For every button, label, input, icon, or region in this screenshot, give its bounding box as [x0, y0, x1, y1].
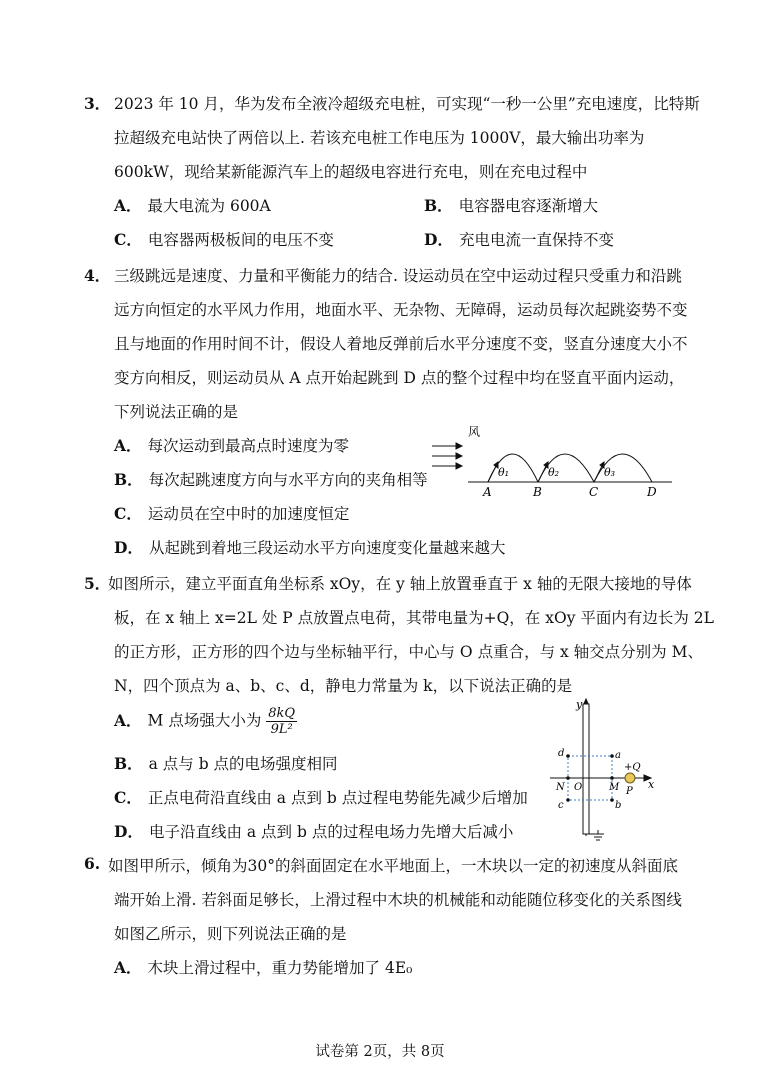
label-p: P	[626, 786, 633, 797]
q5-line-1: 如图所示，建立平面直角坐标系 xOy，在 y 轴上放置垂直于 x 轴的无限大接地的导体	[108, 575, 692, 593]
q5-line-3: 的正方形，正方形的四个边与坐标轴平行，中心与 O 点重合，与 x 轴交点分别为 M、	[114, 643, 703, 661]
point-c: C	[589, 485, 599, 499]
q5-option-a: A． M 点场强大小为 $\frac{8kQ}{\text{9L²}}$	[114, 706, 296, 737]
q4-line-5: 下列说法正确的是	[114, 403, 239, 421]
q4-option-b: B． 每次起跳速度方向与水平方向的夹角相等	[114, 470, 428, 489]
point-d: D	[647, 485, 657, 499]
q3-line-1: 2023 年 10 月，华为发布全液冷超级充电桩，可实现“一秒一公里”充电速度，比特斯	[114, 95, 700, 113]
label-c: c	[558, 800, 564, 811]
q5-option-b: B． a 点与 b 点的电场强度相同	[114, 754, 338, 773]
q6-line-1: 如图甲所示，倾角为30°的斜面固定在水平地面上，一木块以一定的初速度从斜面底	[108, 857, 678, 875]
q4-option-a: A． 每次运动到最高点时速度为零	[114, 436, 350, 455]
q5-line-2: 板，在 x 轴上 x=2L 处 P 点放置点电荷，其带电量为+Q，在 xOy 平面内有边长为 2L	[114, 609, 714, 627]
conductor-plate	[583, 704, 589, 834]
jump-arc-2	[538, 454, 594, 482]
y-axis-label: y	[576, 698, 583, 711]
label-m: M	[609, 782, 620, 793]
q4-option-c: C． 运动员在空中时的加速度恒定	[114, 504, 350, 523]
angle-theta-2: θ₂	[548, 466, 560, 479]
angle-theta-1: θ₁	[498, 466, 510, 479]
label-d: d	[558, 748, 565, 759]
x-axis-label: x	[648, 778, 655, 791]
q4-option-d: D． 从起跳到着地三段运动水平方向速度变化量越来越大	[114, 538, 506, 557]
q6-number: 6.	[84, 854, 101, 873]
q4-jump-figure	[430, 418, 680, 500]
q5-number: 5．	[84, 574, 111, 593]
point-b: B	[533, 485, 542, 499]
point-charge-icon	[625, 773, 635, 783]
field-strength-fraction: $\frac{8kQ}{\text{9L²}}$	[268, 706, 296, 737]
q3-number: 3．	[84, 94, 111, 113]
wind-label: 风	[468, 425, 481, 439]
label-b: b	[615, 800, 622, 811]
label-o: O	[574, 782, 583, 793]
angle-theta-3: θ₃	[604, 466, 616, 479]
q4-line-4: 变方向相反，则运动员从 A 点开始起跳到 D 点的整个过程中均在竖直平面内运动，	[114, 369, 685, 387]
q6-line-2: 端开始上滑. 若斜面足够长，上滑过程中木块的机械能和动能随位移变化的关系图线	[114, 891, 682, 909]
q5-option-c: C． 正点电荷沿直线由 a 点到 b 点过程电势能先减少后增加	[114, 788, 528, 807]
label-plus-q: +Q	[624, 762, 641, 773]
page-footer: 试卷第 2页，共 8页	[315, 1044, 445, 1060]
label-n: N	[556, 782, 565, 793]
q6-line-3: 如图乙所示，则下列说法正确的是	[114, 925, 347, 943]
q3-option-b: B． 电容器电容逐渐增大	[424, 196, 599, 215]
x-axis	[550, 775, 651, 781]
wind-arrows	[432, 443, 462, 469]
q4-line-3: 且与地面的作用时间不计，假设人着地反弹前后水平分速度不变，竖直分速度大小不	[114, 335, 688, 353]
q3-option-d: D． 充电电流一直保持不变	[424, 230, 614, 249]
q5-option-d: D． 电子沿直线由 a 点到 b 点的过程电场力先增大后减小	[114, 822, 514, 841]
q3-option-a: A． 最大电流为 600A	[114, 196, 271, 215]
q3-option-c: C． 电容器两极板间的电压不变	[114, 230, 334, 249]
q5-line-4: N，四个顶点为 a、b、c、d，静电力常量为 k，以下说法正确的是	[114, 677, 573, 695]
label-a: a	[615, 750, 621, 761]
point-a: A	[483, 485, 492, 499]
q4-line-2: 远方向恒定的水平风力作用，地面水平、无杂物、无障碍，运动员每次起跳姿势不变	[114, 301, 688, 319]
q4-number: 4．	[84, 266, 111, 285]
jump-arc-3	[594, 454, 652, 482]
q4-line-1: 三级跳远是速度、力量和平衡能力的结合. 设运动员在空中运动过程只受重力和沿跳	[114, 267, 682, 285]
q5-field-figure	[548, 696, 678, 846]
q3-line-3: 600kW，现给某新能源汽车上的超级电容进行充电，则在充电过程中	[114, 163, 588, 181]
q3-line-2: 拉超级充电站快了两倍以上. 若该充电桩工作电压为 1000V，最大输出功率为	[114, 129, 645, 147]
q6-option-a: A． 木块上滑过程中，重力势能增加了 4E₀	[114, 958, 413, 977]
